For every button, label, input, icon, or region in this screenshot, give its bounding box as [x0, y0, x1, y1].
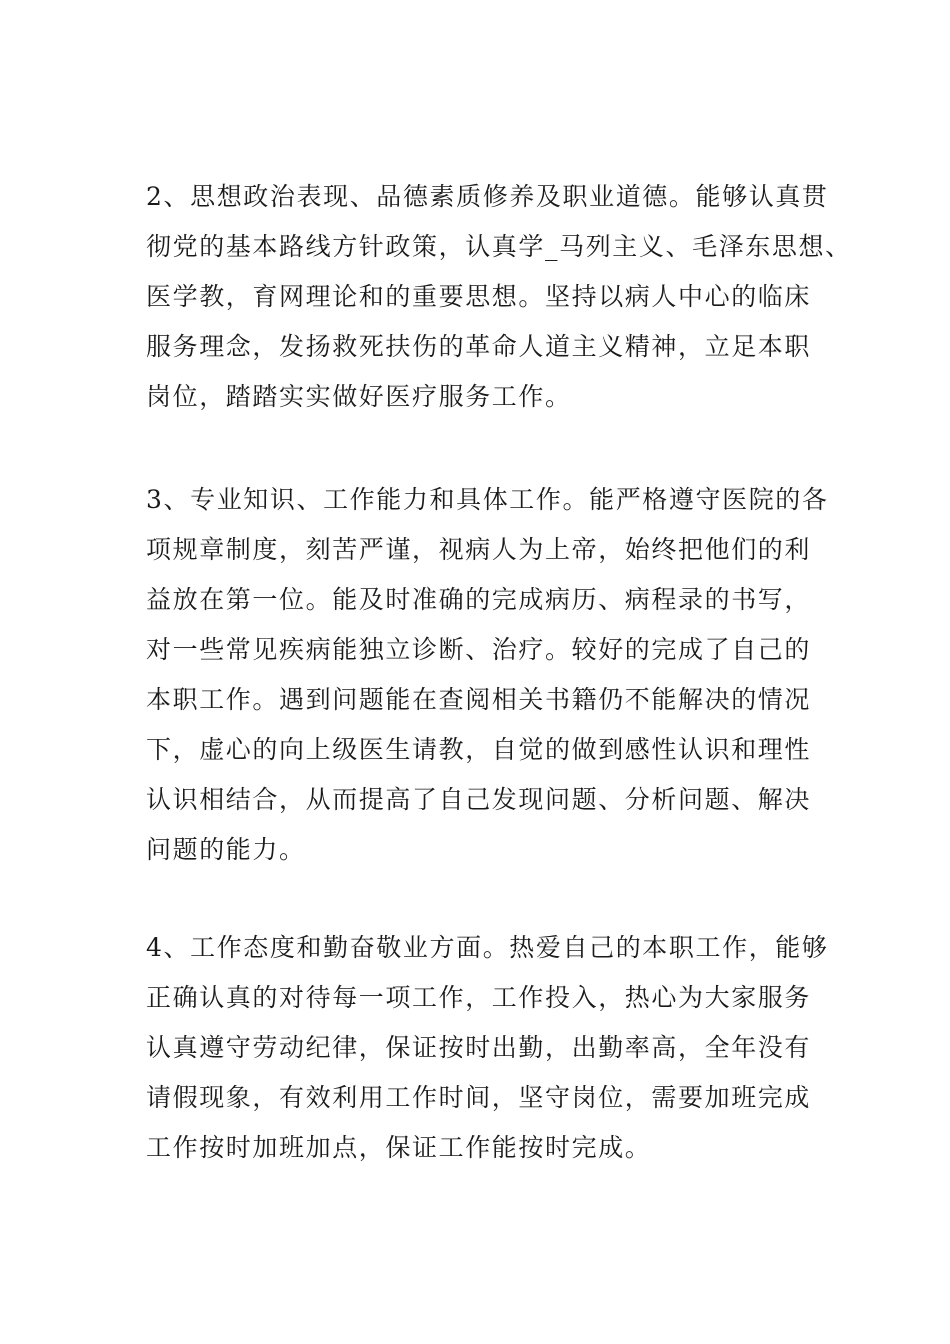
text-line: 项规章制度，刻苦严谨，视病人为上帝，始终把他们的利: [146, 535, 812, 564]
text-line: 2、思想政治表现、品德素质修养及职业道德。能够认真贯: [146, 182, 829, 211]
text-line: 对一些常见疾病能独立诊断、治疗。较好的完成了自己的: [146, 635, 812, 664]
text-line: 益放在第一位。能及时准确的完成病历、病程录的书写，: [146, 585, 812, 614]
text-line: 服务理念，发扬救死扶伤的革命人道主义精神，立足本职: [146, 332, 812, 361]
text-line: 认真遵守劳动纪律，保证按时出勤，出勤率高，全年没有: [146, 1033, 812, 1062]
text-line: 请假现象，有效利用工作时间，坚守岗位，需要加班完成: [146, 1083, 812, 1112]
text-line: 4、工作态度和勤奋敬业方面。热爱自己的本职工作，能够: [146, 933, 829, 962]
text-line: 下，虚心的向上级医生请教，自觉的做到感性认识和理性: [146, 735, 812, 764]
text-line: 工作按时加班加点，保证工作能按时完成。: [146, 1133, 652, 1162]
paragraph-professional-knowledge: [146, 475, 829, 875]
text-line: 正确认真的对待每一项工作，工作投入，热心为大家服务: [146, 983, 812, 1012]
text-line: 3、专业知识、工作能力和具体工作。能严格遵守医院的各: [146, 485, 829, 514]
text-line: 本职工作。遇到问题能在查阅相关书籍仍不能解决的情况: [146, 685, 812, 714]
paragraph-ideology-ethics: [146, 172, 852, 422]
text-line: 医学教，育网理论和的重要思想。坚持以病人中心的临床: [146, 282, 812, 311]
text-line: 岗位，踏踏实实做好医疗服务工作。: [146, 382, 572, 411]
text-line: 彻党的基本路线方针政策，认真学_马列主义、毛泽东思想、: [146, 232, 852, 261]
text-line: 认识相结合，从而提高了自己发现问题、分析问题、解决: [146, 785, 812, 814]
text-line: 问题的能力。: [146, 835, 306, 864]
paragraph-work-attitude: [146, 923, 829, 1173]
